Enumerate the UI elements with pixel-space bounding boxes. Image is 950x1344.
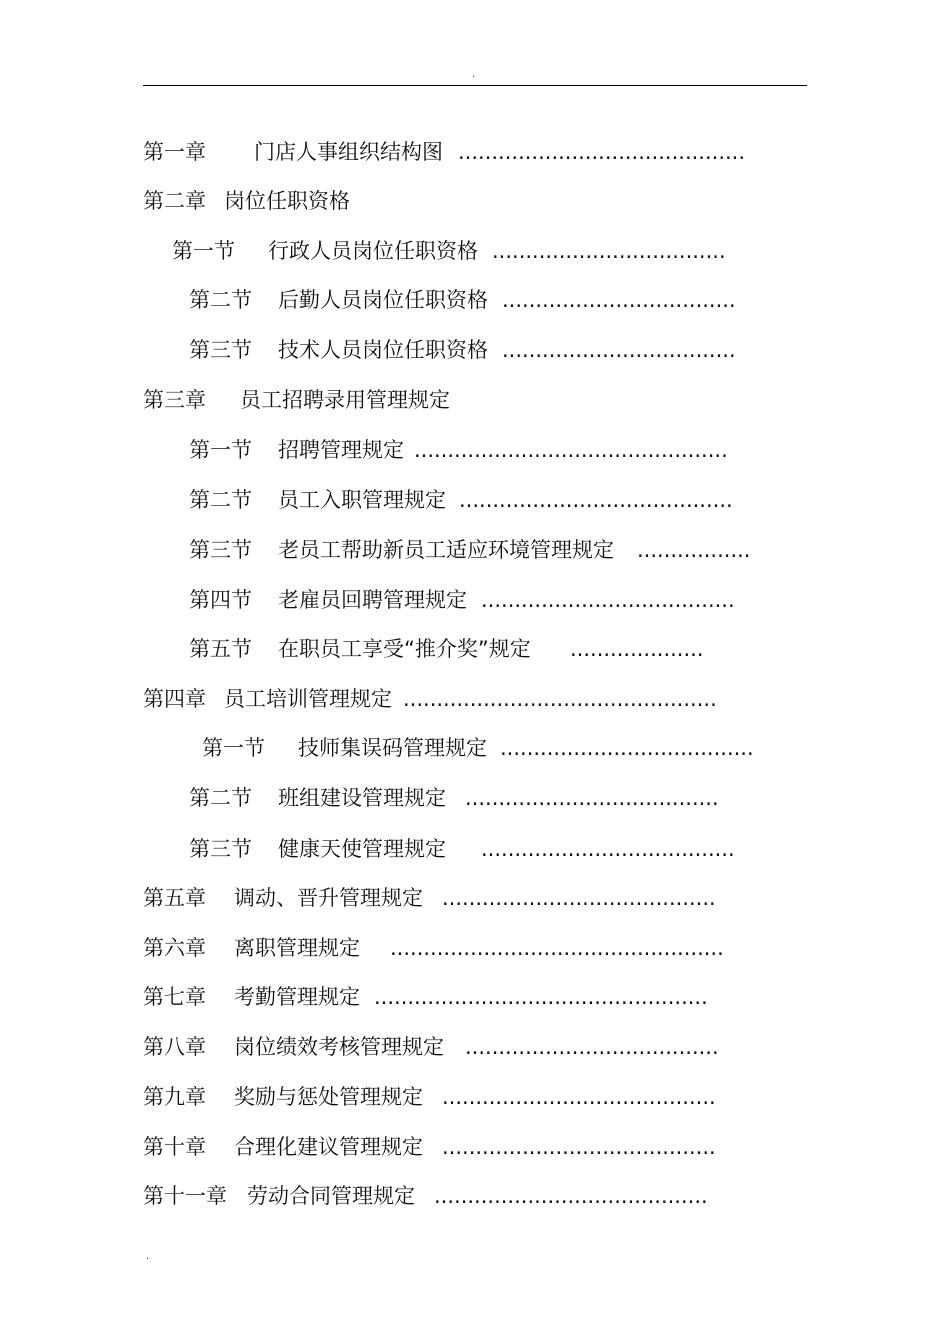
toc-entry-number: 第一节 <box>189 438 252 462</box>
toc-entry-title: 班组建设管理规定 <box>278 786 446 810</box>
toc-entry-leader: ............................................... <box>414 438 728 462</box>
toc-entry-title: 调动、晋升管理规定 <box>234 886 423 910</box>
toc-entry-leader: ................. <box>637 538 751 562</box>
toc-entry-number: 第二节 <box>189 786 252 810</box>
toc-entry-leader: ...................................... <box>500 736 754 760</box>
toc-entry-leader: .................... <box>570 637 704 661</box>
toc-entry-title: 员工培训管理规定 <box>224 687 392 711</box>
toc-entry-leader: ......................................... <box>442 1085 716 1109</box>
toc-entry-leader: ......................................... <box>459 488 733 512</box>
toc-entry-title: 离职管理规定 <box>234 936 360 960</box>
toc-entry-number: 第一节 <box>202 736 265 760</box>
toc-entry-title: 奖励与惩处管理规定 <box>234 1085 423 1109</box>
toc-entry-number: 第二节 <box>189 488 252 512</box>
toc-entry-title: 员工入职管理规定 <box>278 488 446 512</box>
toc-entry-leader: ......................................... <box>434 1184 708 1208</box>
toc-entry-number: 第九章 <box>143 1085 206 1109</box>
toc-entry-number: 第八章 <box>143 1035 206 1059</box>
toc-entry-number: 第五章 <box>143 886 206 910</box>
toc-entry-number: 第一节 <box>172 239 235 263</box>
toc-entry-number: 第三节 <box>189 338 252 362</box>
toc-entry-leader: ...................................... <box>465 1035 719 1059</box>
toc-entry-title: 老员工帮助新员工适应环境管理规定 <box>278 538 614 562</box>
toc-entry-title: 员工招聘录用管理规定 <box>240 388 450 412</box>
toc-entry-leader: ......................................... <box>442 1135 716 1159</box>
toc-entry-number: 第十一章 <box>143 1184 227 1208</box>
toc-entry-number: 第二节 <box>189 288 252 312</box>
toc-entry-title: 门店人事组织结构图 <box>254 140 443 164</box>
toc-entry-number: 第六章 <box>143 936 206 960</box>
header-rule <box>143 85 807 86</box>
toc-entry-number: 第三章 <box>143 388 206 412</box>
toc-entry-number: 第五节 <box>189 637 252 661</box>
toc-entry-number: 第十章 <box>143 1135 206 1159</box>
toc-entry-title: 考勤管理规定 <box>234 985 360 1009</box>
toc-entry-title: 招聘管理规定 <box>278 438 404 462</box>
toc-entry-number: 第二章 <box>143 189 206 213</box>
footer-mark: . <box>146 1251 150 1262</box>
toc-entry-title: 合理化建议管理规定 <box>234 1135 423 1159</box>
toc-entry-number: 第四节 <box>189 588 252 612</box>
toc-entry-title: 在职员工享受“推介奖”规定 <box>278 637 531 661</box>
toc-entry-number: 第四章 <box>143 687 206 711</box>
toc-entry-title: 技术人员岗位任职资格 <box>278 338 488 362</box>
toc-entry-leader: ...................................... <box>465 786 719 810</box>
toc-entry-title: 岗位绩效考核管理规定 <box>234 1035 444 1059</box>
toc-entry-leader: ......................................... <box>442 886 716 910</box>
toc-entry-number: 第一章 <box>143 140 206 164</box>
toc-entry-leader: .................................................. <box>374 985 708 1009</box>
toc-entry-title: 行政人员岗位任职资格 <box>268 239 478 263</box>
toc-entry-number: 第三节 <box>189 837 252 861</box>
toc-entry-title: 劳动合同管理规定 <box>247 1184 415 1208</box>
toc-entry-title: 技师集误码管理规定 <box>298 736 487 760</box>
toc-entry-title: 后勤人员岗位任职资格 <box>278 288 488 312</box>
toc-entry-leader: ................................... <box>502 338 736 362</box>
toc-entry-leader: ................................... <box>492 239 726 263</box>
header-mark: . <box>472 69 476 80</box>
toc-entry-number: 第三节 <box>189 538 252 562</box>
toc-entry-leader: ................................... <box>502 288 736 312</box>
toc-entry-title: 健康天使管理规定 <box>278 837 446 861</box>
toc-entry-leader: ............................................... <box>403 687 717 711</box>
toc-entry-leader: ........................................... <box>458 140 746 164</box>
toc-entry-number: 第七章 <box>143 985 206 1009</box>
toc-entry-leader: ...................................... <box>481 837 735 861</box>
toc-entry-title: 老雇员回聘管理规定 <box>278 588 467 612</box>
toc-entry-leader: .................................................. <box>390 936 724 960</box>
toc-entry-leader: ...................................... <box>481 588 735 612</box>
toc-entry-title: 岗位任职资格 <box>224 189 350 213</box>
